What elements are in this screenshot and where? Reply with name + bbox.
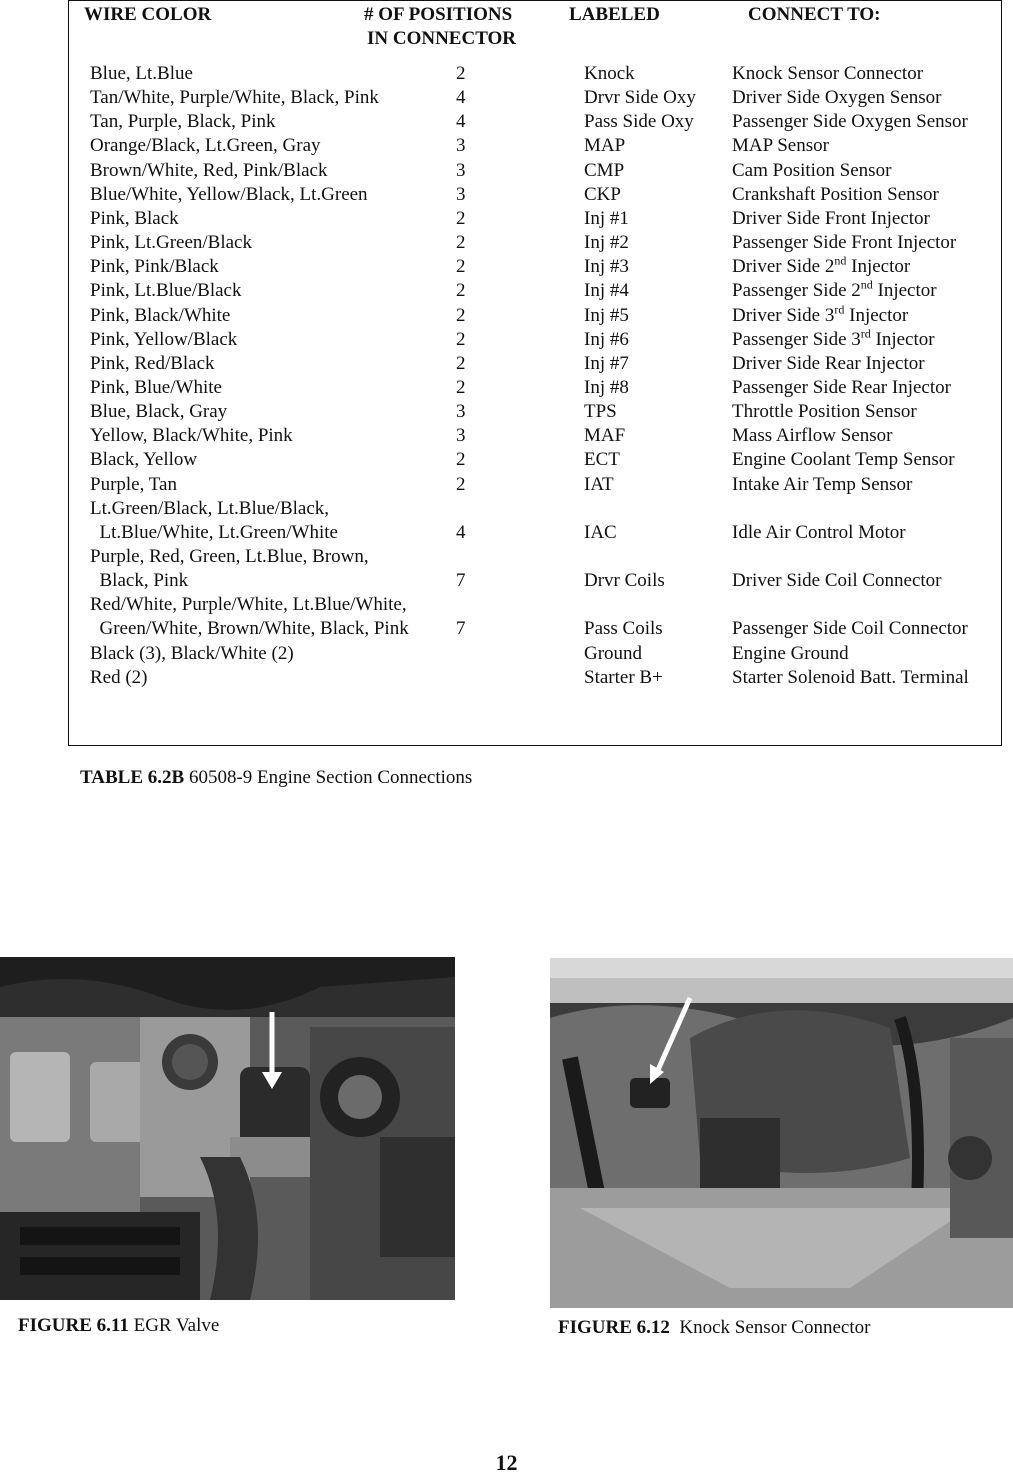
- table-caption-number: TABLE 6.2B: [80, 767, 185, 788]
- connect-to-text: Mass Airflow Sensor: [732, 425, 893, 447]
- connect-to-text: Cam Position Sensor: [732, 159, 892, 181]
- connect-to-text: Driver Side 2: [732, 256, 835, 278]
- label-cell: IAT: [584, 473, 614, 495]
- positions-cell: 7: [456, 618, 466, 640]
- connect-to-text: Driver Side Rear Injector: [732, 352, 925, 374]
- label-cell: CKP: [584, 183, 621, 205]
- table-caption: [80, 767, 472, 789]
- figure-612-title: Knock Sensor Connector: [669, 1317, 871, 1338]
- positions-cell: 4: [456, 87, 466, 109]
- connect-to-cell: [732, 207, 930, 231]
- label-cell: CMP: [584, 159, 625, 181]
- label-cell: Pass Side Oxy: [584, 111, 694, 133]
- connect-to-cell: [732, 159, 891, 183]
- positions-cell: 2: [456, 63, 466, 84]
- wire-color-cell: Black, Yellow: [90, 449, 198, 471]
- label-cell: Inj #8: [584, 376, 629, 398]
- positions-cell: 3: [456, 401, 466, 423]
- connect-to-text: Knock Sensor Connector: [732, 63, 924, 84]
- wire-color-cell: Lt.Green/Black, Lt.Blue/Black,: [90, 497, 330, 519]
- header-labeled: LABELED: [569, 4, 660, 25]
- positions-cell: 2: [456, 280, 466, 302]
- connect-to-text: Passenger Side Front Injector: [732, 232, 957, 254]
- table-caption-title: 60508-9 Engine Section Connections: [184, 767, 473, 788]
- connect-to-text: Driver Side 3: [732, 304, 835, 326]
- egr-valve-photo: [0, 957, 455, 1300]
- positions-cell: 2: [456, 352, 466, 374]
- positions-cell: 2: [456, 328, 466, 350]
- label-cell: Inj #3: [584, 256, 629, 278]
- positions-cell: 4: [456, 521, 466, 543]
- ordinal-suffix: rd: [860, 326, 871, 341]
- ordinal-suffix: nd: [860, 278, 873, 293]
- connect-to-cell: [732, 328, 935, 352]
- connect-to-text: Starter Solenoid Batt. Terminal: [732, 666, 969, 688]
- wire-color-cell: Pink, Yellow/Black: [90, 328, 238, 350]
- label-cell: Inj #6: [584, 328, 629, 350]
- positions-cell: 3: [456, 159, 466, 181]
- label-cell: Inj #5: [584, 304, 629, 326]
- wire-color-cell: Pink, Red/Black: [90, 352, 215, 374]
- wire-color-cell: Lt.Blue/White, Lt.Green/White: [90, 521, 338, 543]
- label-cell: Inj #4: [584, 280, 629, 302]
- connect-to-text: Passenger Side Rear Injector: [732, 376, 951, 398]
- wire-color-cell: Purple, Red, Green, Lt.Blue, Brown,: [90, 546, 369, 567]
- wire-color-cell: Pink, Pink/Black: [90, 256, 219, 278]
- connect-to-text: Engine Coolant Temp Sensor: [732, 449, 955, 471]
- connect-to-tail: Injector: [844, 304, 909, 326]
- positions-cell: 2: [456, 207, 466, 229]
- positions-cell: 2: [456, 304, 466, 326]
- connect-to-text: Passenger Side 2: [732, 280, 861, 302]
- connect-to-text: Passenger Side 3: [732, 328, 861, 350]
- ordinal-suffix: nd: [834, 253, 847, 268]
- connect-to-text: Driver Side Front Injector: [732, 207, 930, 229]
- connect-to-cell: [732, 183, 939, 207]
- wire-color-cell: Blue, Lt.Blue: [90, 63, 193, 84]
- label-cell: Drvr Coils: [584, 570, 665, 592]
- header-positions-line2: IN CONNECTOR: [367, 28, 517, 49]
- connect-to-cell: [732, 86, 942, 110]
- connect-to-cell: [732, 62, 923, 86]
- connect-to-cell: [732, 448, 955, 472]
- positions-cell: 2: [456, 376, 466, 398]
- connect-to-cell: [732, 376, 951, 400]
- figure-611-number: FIGURE 6.11: [18, 1315, 129, 1336]
- connect-to-text: Passenger Side Oxygen Sensor: [732, 111, 968, 133]
- connect-to-cell: [732, 400, 917, 424]
- connect-to-cell: [732, 352, 925, 376]
- connect-to-text: Idle Air Control Motor: [732, 521, 906, 543]
- positions-cell: 3: [456, 425, 466, 447]
- wire-color-cell: Orange/Black, Lt.Green, Gray: [90, 135, 321, 157]
- wire-color-cell: Pink, Lt.Blue/Black: [90, 280, 242, 302]
- label-cell: Inj #2: [584, 232, 629, 254]
- connect-to-cell: [732, 642, 849, 666]
- ordinal-suffix: rd: [834, 302, 845, 317]
- positions-cell: 3: [456, 135, 466, 157]
- connect-to-text: Intake Air Temp Sensor: [732, 473, 913, 495]
- wire-color-cell: Black (3), Black/White (2): [90, 642, 294, 664]
- label-cell: Inj #1: [584, 207, 629, 229]
- connect-to-cell: [732, 569, 942, 593]
- positions-cell: 4: [456, 111, 466, 133]
- connect-to-cell: [732, 473, 912, 497]
- wire-color-cell: Red/White, Purple/White, Lt.Blue/White,: [90, 594, 407, 616]
- connect-to-cell: [732, 304, 908, 328]
- connect-to-text: Engine Ground: [732, 642, 849, 664]
- page-number: 12: [495, 1450, 518, 1475]
- label-cell: TPS: [584, 401, 617, 423]
- label-cell: Ground: [584, 642, 643, 664]
- label-cell: MAF: [584, 425, 626, 447]
- wire-color-cell: Pink, Lt.Green/Black: [90, 232, 252, 254]
- wire-color-cell: Yellow, Black/White, Pink: [90, 425, 293, 447]
- figure-612-caption: [558, 1317, 870, 1339]
- wire-color-cell: Pink, Black: [90, 207, 179, 229]
- connect-to-tail: Injector: [870, 328, 935, 350]
- header-wire-color: WIRE COLOR: [84, 4, 212, 25]
- positions-cell: 2: [456, 449, 466, 471]
- label-cell: Knock: [584, 63, 635, 84]
- label-cell: IAC: [584, 521, 617, 543]
- positions-cell: 2: [456, 473, 466, 495]
- label-cell: ECT: [584, 449, 620, 471]
- label-cell: Drvr Side Oxy: [584, 87, 696, 109]
- connect-to-cell: [732, 110, 968, 134]
- wire-color-cell: Blue, Black, Gray: [90, 401, 228, 423]
- positions-cell: 3: [456, 183, 466, 205]
- connect-to-text: Throttle Position Sensor: [732, 401, 917, 423]
- connect-to-text: Passenger Side Coil Connector: [732, 618, 968, 640]
- connect-to-cell: [732, 617, 968, 641]
- connect-to-cell: [732, 521, 906, 545]
- figure-611-title: EGR Valve: [128, 1315, 220, 1336]
- label-cell: Inj #7: [584, 352, 629, 374]
- connect-to-text: MAP Sensor: [732, 135, 829, 157]
- wire-color-cell: Green/White, Brown/White, Black, Pink: [90, 618, 409, 640]
- connect-to-cell: [732, 255, 910, 279]
- header-positions: # OF POSITIONS: [364, 4, 513, 25]
- connect-to-cell: [732, 231, 956, 255]
- connect-to-text: Driver Side Coil Connector: [732, 570, 942, 592]
- positions-cell: 2: [456, 232, 466, 254]
- wire-color-cell: Blue/White, Yellow/Black, Lt.Green: [90, 183, 368, 205]
- positions-cell: 2: [456, 256, 466, 278]
- wire-color-cell: Red (2): [90, 666, 148, 688]
- wire-color-cell: Pink, Black/White: [90, 304, 231, 326]
- connect-to-cell: [732, 279, 937, 303]
- connect-to-text: Crankshaft Position Sensor: [732, 183, 939, 205]
- wire-color-cell: Brown/White, Red, Pink/Black: [90, 159, 328, 181]
- header-connect-to: CONNECT TO:: [748, 4, 881, 25]
- label-cell: MAP: [584, 135, 626, 157]
- wire-color-cell: Tan/White, Purple/White, Black, Pink: [90, 87, 379, 109]
- wire-color-cell: Black, Pink: [90, 570, 189, 592]
- wire-color-cell: Pink, Blue/White: [90, 376, 222, 398]
- wire-color-cell: Tan, Purple, Black, Pink: [90, 111, 276, 133]
- connect-to-tail: Injector: [846, 256, 911, 278]
- positions-cell: 7: [456, 570, 466, 592]
- connect-to-text: Driver Side Oxygen Sensor: [732, 87, 942, 109]
- connect-to-cell: [732, 666, 969, 690]
- connect-to-cell: [732, 424, 892, 448]
- label-cell: Starter B+: [584, 666, 663, 688]
- wire-color-cell: Purple, Tan: [90, 473, 177, 495]
- connect-to-tail: Injector: [872, 280, 937, 302]
- connect-to-cell: [732, 134, 829, 158]
- knock-sensor-photo: [550, 958, 1013, 1308]
- figure-612-number: FIGURE 6.12: [558, 1317, 670, 1338]
- label-cell: Pass Coils: [584, 618, 663, 640]
- figure-611-caption: [18, 1315, 219, 1337]
